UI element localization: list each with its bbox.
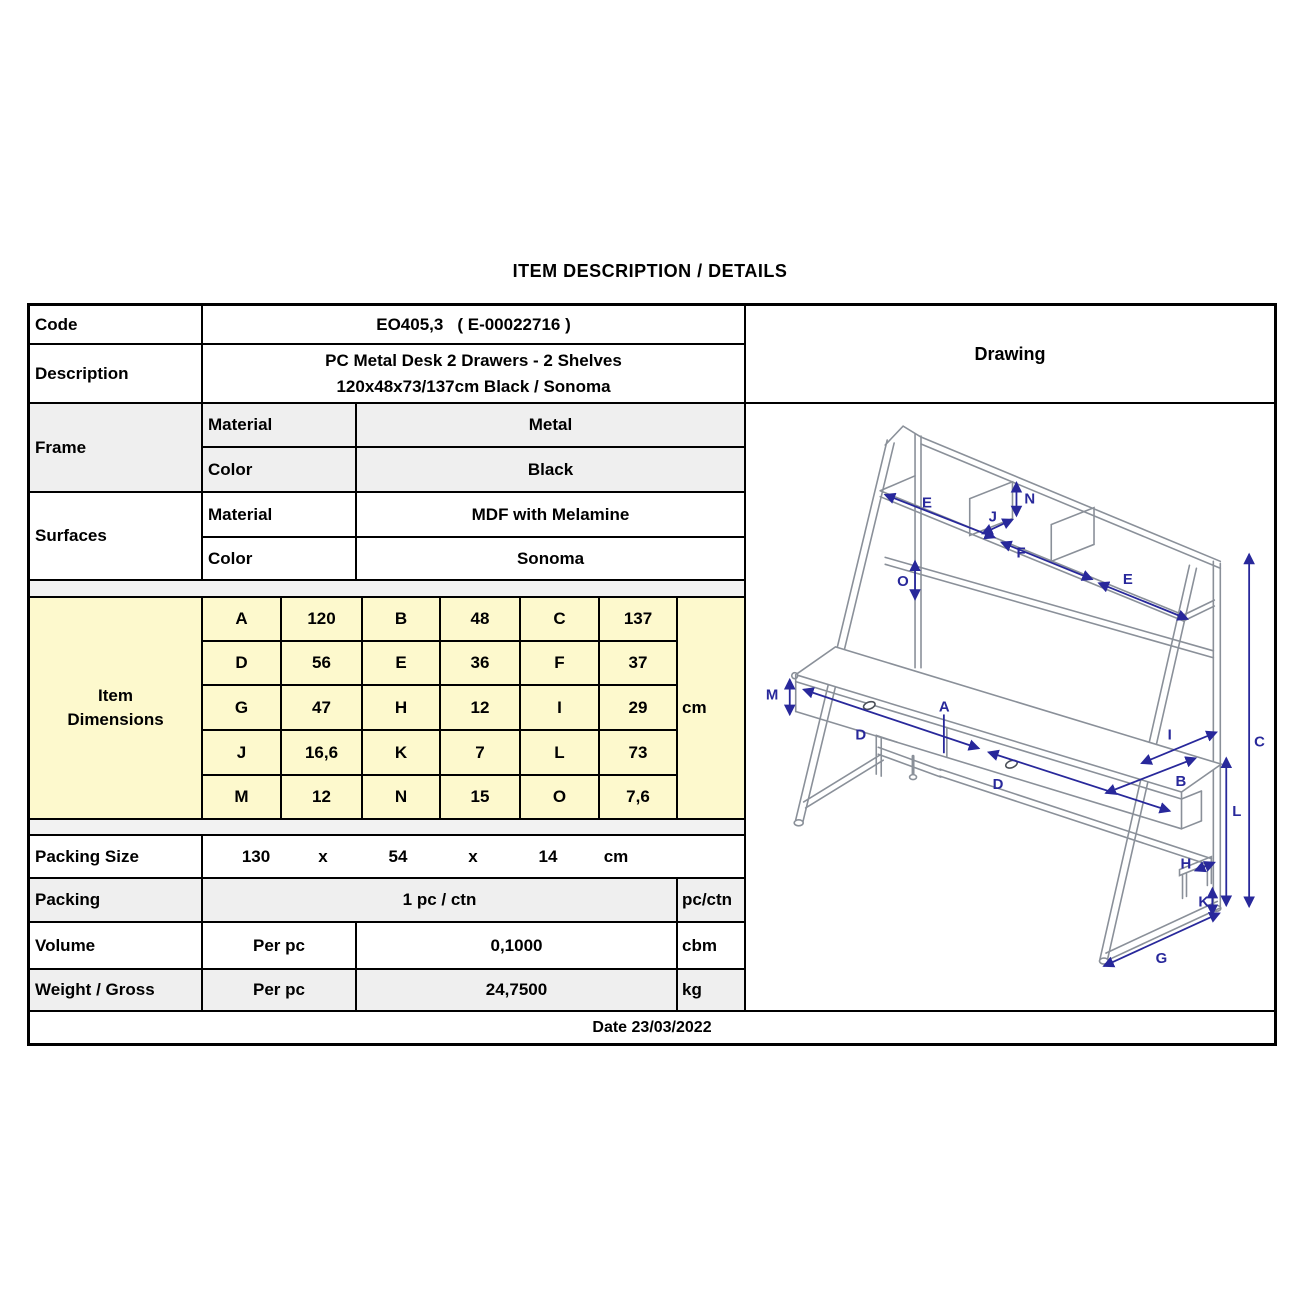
dim-value: 7 [440,730,520,775]
packing-size-height: 14 [538,846,558,866]
surfaces-material-label: Material [202,492,356,537]
dim-value: 120 [281,597,362,641]
label-E1: E [921,495,932,512]
label-F: F [1016,545,1026,562]
dim-letter: D [202,641,281,685]
description-line1: PC Metal Desk 2 Drawers - 2 Shelves [325,350,622,370]
dim-letter: L [520,730,599,775]
dim-letter: C [520,597,599,641]
label-D1: D [855,727,867,744]
dim-value: 47 [281,685,362,730]
dim-letter: N [362,775,440,819]
label-H: H [1180,856,1192,873]
dim-value: 56 [281,641,362,685]
description-label: Description [29,344,202,403]
dim-value: 15 [440,775,520,819]
packing-label: Packing [29,878,202,922]
description-value [202,344,745,403]
label-L: L [1232,803,1242,820]
surfaces-label: Surfaces [29,492,202,580]
drawing-header: Drawing [745,305,1275,403]
code-label: Code [29,305,202,344]
desk-technical-drawing [746,404,1273,1009]
spec-table [27,303,1277,1046]
separator-band-bottom [29,819,745,835]
packing-size-width: 54 [388,846,408,866]
dim-value: 12 [440,685,520,730]
packing-unit: pc/ctn [677,878,745,922]
dim-value: 37 [599,641,677,685]
volume-unit: cbm [677,922,745,969]
separator-band-top [29,580,745,597]
label-J: J [988,509,997,526]
dim-letter: J [202,730,281,775]
label-C: C [1254,734,1265,751]
surfaces-color-value: Sonoma [356,537,745,580]
dim-letter: H [362,685,440,730]
surfaces-material-value: MDF with Melamine [356,492,745,537]
label-M: M [765,687,779,704]
dim-letter: G [202,685,281,730]
frame-material-label: Material [202,403,356,447]
dim-letter: I [520,685,599,730]
description-line2: 120x48x73/137cm Black / Sonoma [336,376,611,396]
dim-value: 12 [281,775,362,819]
label-B: B [1175,774,1187,791]
item-dimensions-label-line2: Dimensions [67,710,164,729]
packing-size-x2: x [468,846,478,866]
dim-value: 16,6 [281,730,362,775]
frame-label: Frame [29,403,202,492]
dim-value: 36 [440,641,520,685]
label-O: O [897,574,909,591]
label-I: I [1167,727,1172,744]
drawing-area [745,403,1275,1011]
surfaces-color-label: Color [202,537,356,580]
packing-value: 1 pc / ctn [202,878,677,922]
dim-value: 7,6 [599,775,677,819]
code-alt-number: ( E-00022716 ) [457,314,571,334]
page-title: ITEM DESCRIPTION / DETAILS [512,261,788,281]
volume-label: Volume [29,922,202,969]
code-value [202,305,745,344]
packing-size-length: 130 [241,846,271,866]
label-E2: E [1122,572,1133,589]
dim-letter: K [362,730,440,775]
dim-letter: O [520,775,599,819]
dim-letter: A [202,597,281,641]
label-G: G [1155,951,1168,968]
desk-frame-lines [792,426,1222,964]
code-number: EO405,3 [376,314,444,334]
packing-size-label: Packing Size [29,835,202,878]
frame-color-value: Black [356,447,745,492]
label-K: K [1198,894,1210,911]
dim-letter: M [202,775,281,819]
weight-gross-label: Weight / Gross [29,969,202,1011]
dim-letter: F [520,641,599,685]
dim-letter: E [362,641,440,685]
dim-value: 73 [599,730,677,775]
weight-per-pc-label: Per pc [202,969,356,1011]
weight-value: 24,7500 [356,969,677,1011]
packing-size-value [202,835,745,878]
volume-value: 0,1000 [356,922,677,969]
packing-size-x1: x [318,846,328,866]
label-N: N [1024,491,1036,508]
packing-size-unit: cm [603,846,629,866]
weight-unit: kg [677,969,745,1011]
date-row: Date 23/03/2022 [29,1011,1275,1044]
item-dimensions-label [29,597,202,819]
label-D2: D [992,777,1004,794]
frame-color-label: Color [202,447,356,492]
dim-value: 48 [440,597,520,641]
frame-material-value: Metal [356,403,745,447]
label-A: A [938,699,950,716]
dim-value: 29 [599,685,677,730]
dim-value: 137 [599,597,677,641]
volume-per-pc-label: Per pc [202,922,356,969]
item-dimensions-label-line1: Item [98,686,133,705]
dimensions-unit: cm [677,597,745,819]
dim-letter: B [362,597,440,641]
